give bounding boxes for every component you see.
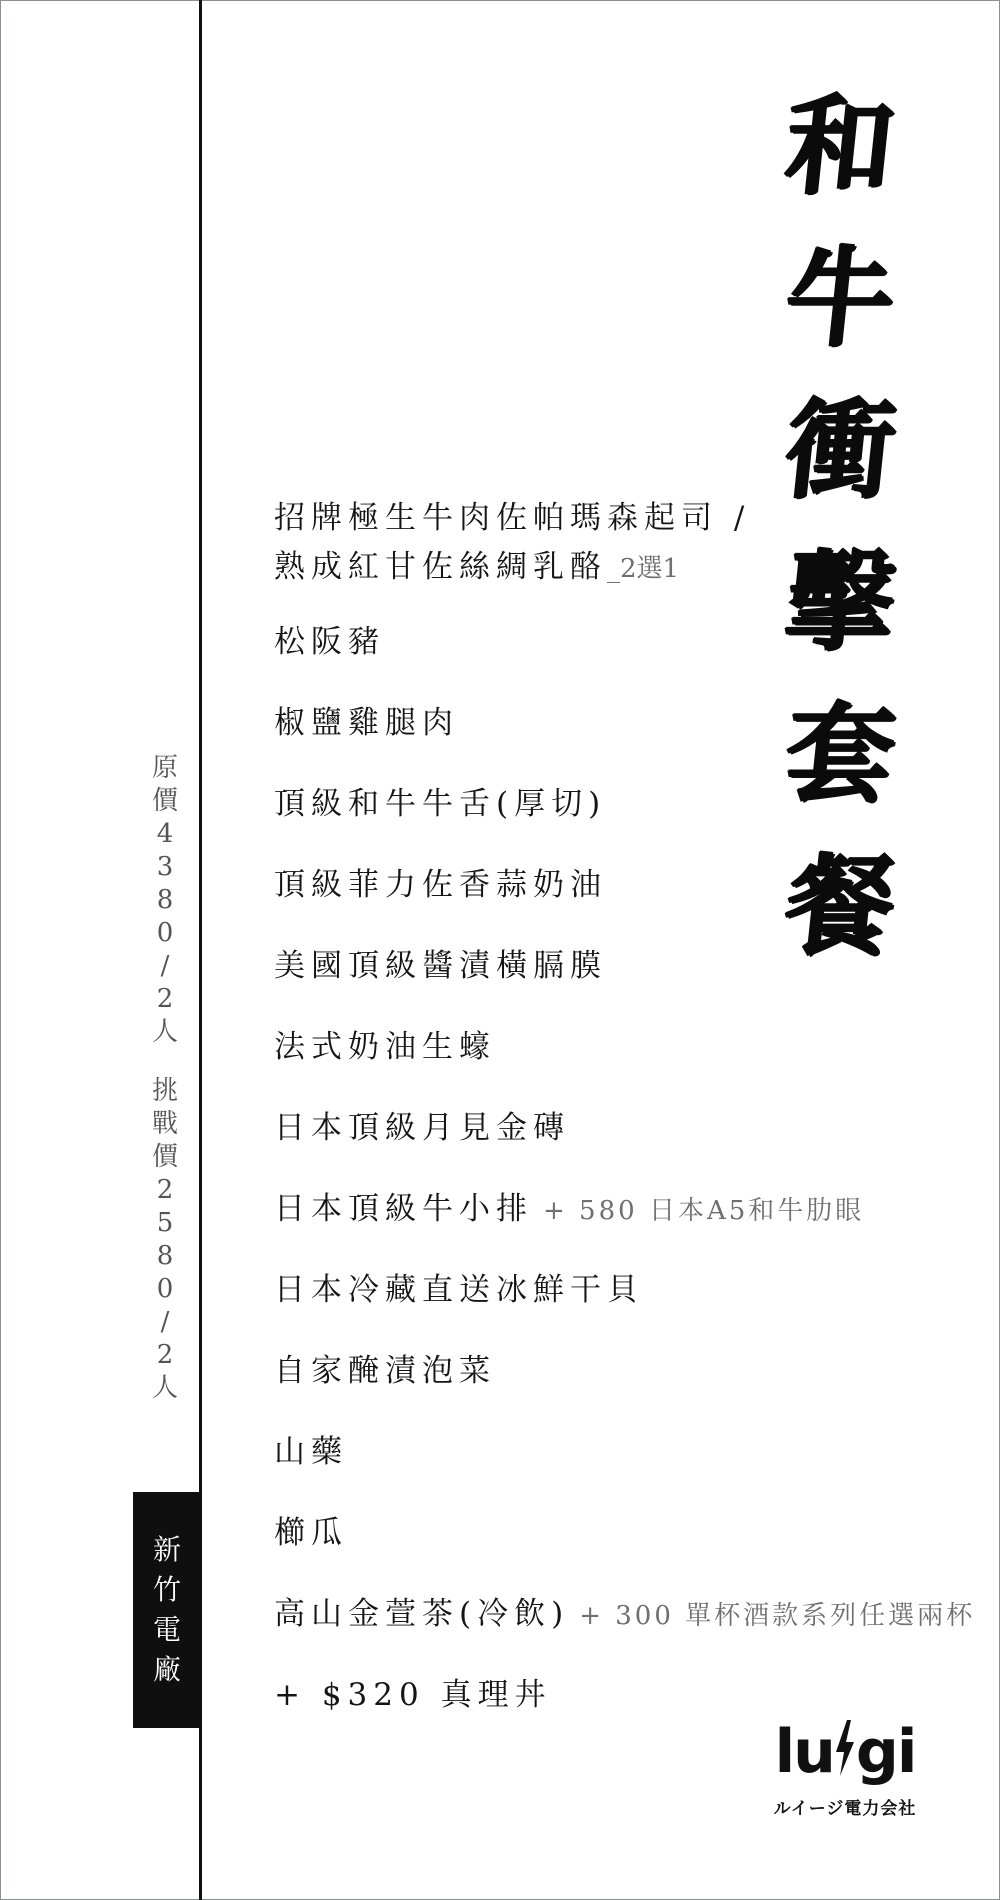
logo-subtitle: ルイージ電力会社 bbox=[773, 1799, 917, 1819]
price-char: 2 bbox=[156, 984, 174, 1014]
branch-badge bbox=[133, 1492, 201, 1728]
price-char: 人 bbox=[151, 1373, 178, 1403]
menu-item: 頂級菲力佐香蒜奶油 bbox=[274, 867, 607, 903]
branch-char: 竹 bbox=[152, 1573, 181, 1606]
price-char: 價 bbox=[151, 1142, 178, 1172]
menu-item: 頂級和牛牛舌(厚切) bbox=[274, 786, 607, 822]
price-column bbox=[148, 752, 182, 1405]
menu-item-line bbox=[274, 541, 750, 586]
menu-item-tea bbox=[274, 1588, 975, 1633]
title-char: 擊 bbox=[779, 539, 901, 665]
price-char: / bbox=[160, 1307, 170, 1337]
price-char: 價 bbox=[151, 786, 178, 816]
lightning-bolt-icon bbox=[834, 1720, 856, 1776]
menu-item-addon: + 300 單杯酒款系列任選兩杯 bbox=[579, 1601, 976, 1631]
menu-item: 自家醃漬泡菜 bbox=[274, 1353, 496, 1389]
menu-item-text: 高山金萱茶(冷飲) bbox=[274, 1596, 570, 1632]
price-char: 3 bbox=[156, 852, 174, 882]
title-char: 和 bbox=[779, 83, 901, 209]
price-char: 8 bbox=[156, 885, 174, 915]
menu-item: 日本頂級月見金磚 bbox=[274, 1110, 570, 1146]
menu-item: 法式奶油生蠔 bbox=[274, 1029, 496, 1065]
price-char: 戰 bbox=[151, 1109, 178, 1139]
logo-text: lu bbox=[774, 1717, 834, 1787]
price-char: 挑 bbox=[151, 1076, 178, 1106]
branch-char: 廠 bbox=[152, 1653, 181, 1686]
menu-item-text: 日本頂級牛小排 bbox=[274, 1191, 533, 1227]
price-char: 2 bbox=[156, 1175, 174, 1205]
menu-item-short-rib bbox=[274, 1183, 864, 1228]
menu-item: 美國頂級醬漬橫膈膜 bbox=[274, 948, 607, 984]
price-char: 4 bbox=[156, 819, 174, 849]
menu-item: 山藥 bbox=[274, 1434, 348, 1470]
menu-item: 櫛瓜 bbox=[274, 1515, 348, 1551]
brand-logo bbox=[760, 1717, 930, 1819]
menu-title bbox=[770, 70, 910, 982]
price-char: 2 bbox=[156, 1340, 174, 1370]
title-char: 餐 bbox=[779, 843, 901, 969]
price-char: 人 bbox=[151, 1017, 178, 1047]
price-char: 0 bbox=[156, 918, 174, 948]
menu-item: 松阪豬 bbox=[274, 624, 385, 660]
menu-item: 椒鹽雞腿肉 bbox=[274, 705, 459, 741]
branch-char: 新 bbox=[152, 1533, 181, 1566]
menu-item-line: 招牌極生牛肉佐帕瑪森起司 / bbox=[274, 500, 751, 536]
menu-item-text: 熟成紅甘佐絲綢乳酪 bbox=[274, 549, 607, 585]
title-char: 套 bbox=[779, 691, 901, 817]
logo-text: gi bbox=[855, 1717, 916, 1787]
menu-item-note: _2選1 bbox=[607, 554, 680, 584]
branch-char: 電 bbox=[152, 1613, 181, 1646]
original-price bbox=[152, 752, 178, 1049]
menu-item-addon: + 580 日本A5和牛肋眼 bbox=[543, 1196, 865, 1226]
price-char: 8 bbox=[156, 1241, 174, 1271]
price-char: 0 bbox=[156, 1274, 174, 1304]
logo-wordmark bbox=[760, 1717, 930, 1787]
menu-item: 日本冷藏直送冰鮮干貝 bbox=[274, 1272, 644, 1308]
title-char: 牛 bbox=[779, 235, 901, 361]
price-char: 5 bbox=[156, 1208, 174, 1238]
menu-item-upgrade: + $320 真理丼 bbox=[274, 1677, 552, 1713]
price-char: 原 bbox=[151, 753, 178, 783]
price-char: / bbox=[160, 951, 170, 981]
menu-item-starter-choice bbox=[274, 492, 750, 586]
title-char: 衝 bbox=[779, 387, 901, 513]
challenge-price bbox=[152, 1075, 178, 1405]
